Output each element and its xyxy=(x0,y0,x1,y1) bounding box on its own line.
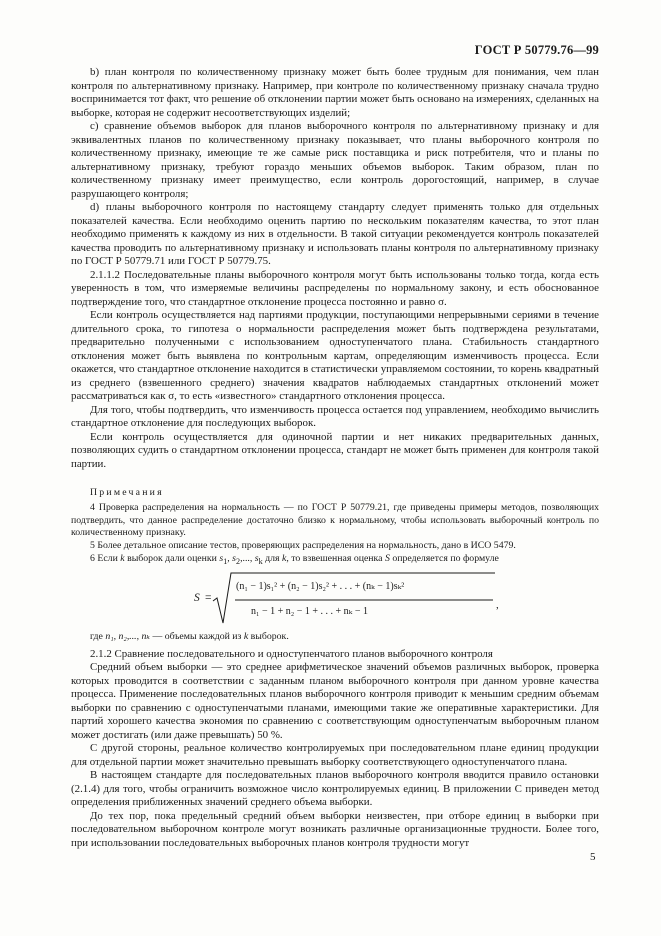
section-paragraph-3: В настоящем стандарте для последовательных планов выборочного контроля вводится правило остановки (2.1.4) для того, чтобы ограничить возможное число контролируемых единиц. В приложении С приведен метод определения приближенных значений среднего объема выборки. xyxy=(71,769,599,809)
note-5: 5 Более детальное описание тестов, проверяющих распределения на нормальность, дано в ИСО 5479. xyxy=(90,540,516,552)
weighted-std-formula xyxy=(71,571,599,627)
formula-lhs: S xyxy=(194,591,200,604)
paragraph-variability: Для того, чтобы подтвердить, что изменчивость процесса остается под управлением, необходимо вычислить стандартное отклонение для последующих выборок. xyxy=(71,403,599,429)
note-6: 6 Если k выборок дали оценки $s_1$, $s_2$,..., $s_k$ для k, то взвешенная оценка S определяется по формуле xyxy=(90,552,499,566)
formula-equals: = xyxy=(205,591,212,604)
paragraph-d: d) планы выборочного контроля по настоящему стандарту следует применять только для отдельных показателей качества. Если необходимо оценить партию по нескольким показателям качества, то этот план необходимо применять к каждому из них в отдельности. В такой ситуации рекомендуется контроль показателей качества проводить по альтернативному признаку и использовать планы контроля по альтернативному признаку по ГОСТ Р 50779.71 или ГОСТ Р 50779.75. xyxy=(71,201,599,267)
page-number: 5 xyxy=(590,851,596,863)
section-paragraph-2: С другой стороны, реальное количество контролируемых при последовательном плане единиц продукции для отдельной партии может значительно превышать выборку соответствующего одноступенчатого плана. xyxy=(71,742,599,768)
section-paragraph-4: До тех пор, пока предельный средний объем выборки неизвестен, при отборе единиц в выборки при последовательном выборочном контроле могут возникать различные организационные трудности. Более того, при использовании последовательных выборочных планов контроля трудности могут xyxy=(71,809,599,849)
paragraph-b: b) план контроля по количественному признаку может быть более трудным для понимания, чем план контроля по альтернативному признаку. Например, при контроле по количественному признаку сначала трудно воспринимается тот факт, что решение об отклонении партии может быть основано на измерениях, сделанных на выборке, которая не содержит несоответствующих изделий; xyxy=(71,66,599,119)
formula-comma: , xyxy=(496,598,499,611)
paragraph-single-lot: Если контроль осуществляется для одиночной партии и нет никаких предварительных данных, позволяющих судить о стандартном отклонении процесса, стандарт не может быть применен для контроля такой партии. xyxy=(71,430,599,470)
paragraph-continuous-series: Если контроль осуществляется над партиями продукции, поступающими непрерывными сериями в течение длительного срока, то гипотеза о нормальности распределения может быть подтверждена результатами, предварительно полученными с использованием одноступенчатого плана. Стабильность стандартного отклонения может быть выявлена по контрольным картам, определяющим изменчивость процесса. Если окажется, что стандартное отклонение находится в статистически управляемом состоянии, то корень квадратный из среднего (взвешенного среднего) значения квадратов наблюдаемых стандартных отклонений может рассматриваться как σ, то есть «известного» стандартного отклонения процесса. xyxy=(71,309,599,402)
paragraph-2-1-1-2: 2.1.1.2 Последовательные планы выборочного контроля могут быть использованы только тогда, когда есть уверенность в том, что измеряемые величины распределены по нормальному закону, и есть обоснованное подтверждение того, что стандартное отклонение процесса постоянно и равно σ. xyxy=(71,268,599,308)
section-paragraph-1: Средний объем выборки — это среднее арифметическое значений объемов различных выборок, проверка которых проводится в соответствии с заданным планом выборочного контроля при данном уровне качества процесса. Применение последовательных планов выборочного контроля приводит к меньшим средним объемам выборки по сравнению с одноступенчатыми планами, имеющими такие же оперативные характеристики. Для партий хорошего качества экономия по сравнению с соответствующим одноступенчатым выборочным планом может достигать (или даже превышать) 50 %. xyxy=(71,661,599,741)
notes-title: Примечания xyxy=(90,487,164,498)
notes-block xyxy=(71,487,599,644)
section-heading-2-1-2: 2.1.2 Сравнение последовательного и одноступенчатого планов выборочного контроля xyxy=(90,647,493,660)
formula-legend: где n₁, n₂,..., nₖ — объемы каждой из k выборок. xyxy=(90,630,289,642)
document-body xyxy=(71,66,599,850)
formula-numerator: (n₁ − 1)s₁² + (n₂ − 1)s₂² + . . . + (nₖ − 1)sₖ² xyxy=(236,580,405,592)
formula-denominator: n₁ − 1 + n₂ − 1 + . . . + nₖ − 1 xyxy=(251,605,368,617)
paragraph-c: c) сравнение объемов выборок для планов выборочного контроля по альтернативному признаку и для эквивалентных планов по количественному признаку показывает, что планы выборочного контроля по количественному признаку, имеющие те же самые риск поставщика и риск потребителя, что и планы по альтернативному признаку, требуют гораздо меньших объемов выборок. Таким образом, план по количественному признаку имеет преимущество, если контроль дорогостоящий, например, в случае разрушающего контроля; xyxy=(71,120,599,200)
note-4: 4 Проверка распределения на нормальность — по ГОСТ Р 50779.21, где приведены примеры методов, позволяющих подтвердить, что данное распределение достаточно близко к нормальному, чтобы использовать выборочный контроль по количественному признаку. xyxy=(71,501,599,539)
document-header: ГОСТ Р 50779.76—99 xyxy=(474,43,599,57)
